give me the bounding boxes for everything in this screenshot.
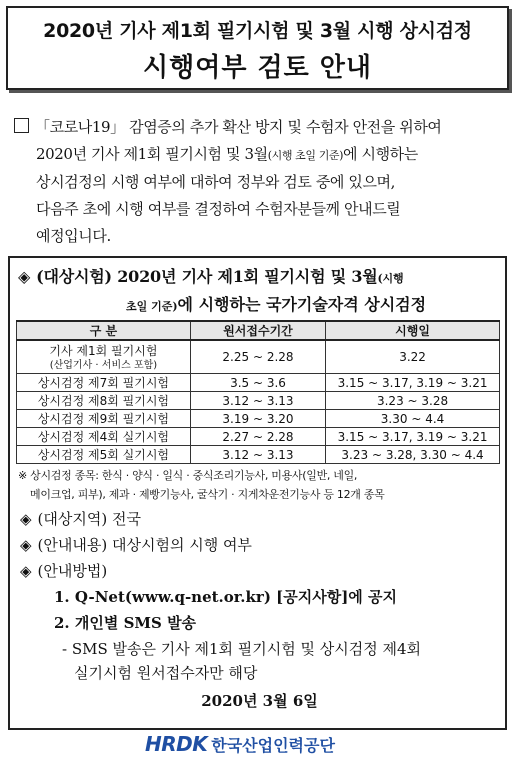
intro-line-4: 다음주 초에 시행 여부를 결정하여 수험자분들께 안내드릴 <box>36 200 401 218</box>
exam-type-footnote <box>18 466 502 504</box>
table-row <box>17 374 500 392</box>
title-line-2: 시행여부 검토 안내 <box>142 53 373 83</box>
table-row <box>17 340 500 374</box>
method-qnet: 1. Q-Net(www.q-net.or.kr) [공지사항]에 공지 <box>54 588 397 606</box>
cell-exam-date: 3.23 ~ 3.28, 3.30 ~ 4.4 <box>326 446 500 464</box>
header-exam-date: 시행일 <box>326 321 500 340</box>
target-exam-heading: ◈ (대상시험) 2020년 기사 제1회 필기시험 및 3월(시행 <box>18 267 404 286</box>
cell-exam-date: 3.15 ~ 3.17, 3.19 ~ 3.21 <box>326 374 500 392</box>
notice-box <box>8 256 507 730</box>
intro-line-3: 상시검정의 시행 여부에 대하여 정부와 검토 중에 있으며, <box>36 173 396 191</box>
cell-category: 기사 제1회 필기시험 (산업기사 · 서비스 포함) <box>17 340 191 374</box>
cell-exam-date: 3.30 ~ 4.4 <box>326 410 500 428</box>
method-sms: 2. 개인별 SMS 발송 <box>54 614 197 632</box>
table-row <box>17 410 500 428</box>
schedule-table <box>16 320 500 464</box>
diamond-bullet-icon: ◈ <box>20 562 32 580</box>
table-row <box>17 392 500 410</box>
footnote-line-1: ※ 상시검정 종목: 한식 · 양식 · 일식 · 중식조리기능사, 미용사(일반, 네일, <box>18 469 358 482</box>
intro-line-2: 2020년 기사 제1회 필기시험 및 3월(시행 초일 기준)에 시행하는 <box>36 145 418 163</box>
logo-brand: HRDK <box>145 732 208 756</box>
notice-date: 2020년 3월 6일 <box>201 692 318 710</box>
logo-org-name: 한국산업인력공단 <box>211 736 335 755</box>
hrdk-logo <box>145 732 335 756</box>
table-row <box>17 428 500 446</box>
cell-exam-date: 3.22 <box>326 340 500 374</box>
table-header-row <box>17 321 500 340</box>
title-line-1: 2020년 기사 제1회 필기시험 및 3월 시행 상시검정 <box>43 20 472 42</box>
cell-category: 상시검정 제7회 필기시험 <box>17 374 191 392</box>
title-box <box>6 6 509 90</box>
cell-category: 상시검정 제4회 실기시험 <box>17 428 191 446</box>
diamond-bullet-icon: ◈ <box>18 267 31 286</box>
header-application-period: 원서접수기간 <box>190 321 325 340</box>
cell-category: 상시검정 제5회 실기시험 <box>17 446 191 464</box>
method-sms-note-1: - SMS 발송은 기사 제1회 필기시험 및 상시검정 제4회 <box>62 640 422 658</box>
checkbox-square-icon <box>14 118 29 133</box>
diamond-bullet-icon: ◈ <box>20 536 32 554</box>
intro-paragraph <box>14 114 509 250</box>
footnote-line-2: 메이크업, 피부), 제과 · 제빵기능사, 굴삭기 · 지게차운전기능사 등 12개 종목 <box>30 488 385 501</box>
method-sms-note-2: 실기시험 원서접수자만 해당 <box>74 664 258 682</box>
intro-line-5: 예정입니다. <box>36 227 111 245</box>
notice-method: ◈ (안내방법) <box>20 562 108 580</box>
cell-period: 3.12 ~ 3.13 <box>190 446 325 464</box>
target-region: ◈ (대상지역) 전국 <box>20 510 141 528</box>
cell-exam-date: 3.15 ~ 3.17, 3.19 ~ 3.21 <box>326 428 500 446</box>
cell-category: 상시검정 제9회 필기시험 <box>17 410 191 428</box>
table-row <box>17 446 500 464</box>
intro-line-1: 「코로나19」 감염증의 추가 확산 방지 및 수험자 안전을 위하여 <box>14 114 509 141</box>
cell-period: 2.27 ~ 2.28 <box>190 428 325 446</box>
cell-period: 3.19 ~ 3.20 <box>190 410 325 428</box>
cell-period: 3.12 ~ 3.13 <box>190 392 325 410</box>
cell-exam-date: 3.23 ~ 3.28 <box>326 392 500 410</box>
cell-period: 2.25 ~ 2.28 <box>190 340 325 374</box>
header-category: 구 분 <box>17 321 191 340</box>
cell-category: 상시검정 제8회 필기시험 <box>17 392 191 410</box>
target-exam-heading-cont: 초일 기준)에 시행하는 국가기술자격 상시검정 <box>126 295 427 314</box>
diamond-bullet-icon: ◈ <box>20 510 32 528</box>
cell-period: 3.5 ~ 3.6 <box>190 374 325 392</box>
notice-content: ◈ (안내내용) 대상시험의 시행 여부 <box>20 536 252 554</box>
